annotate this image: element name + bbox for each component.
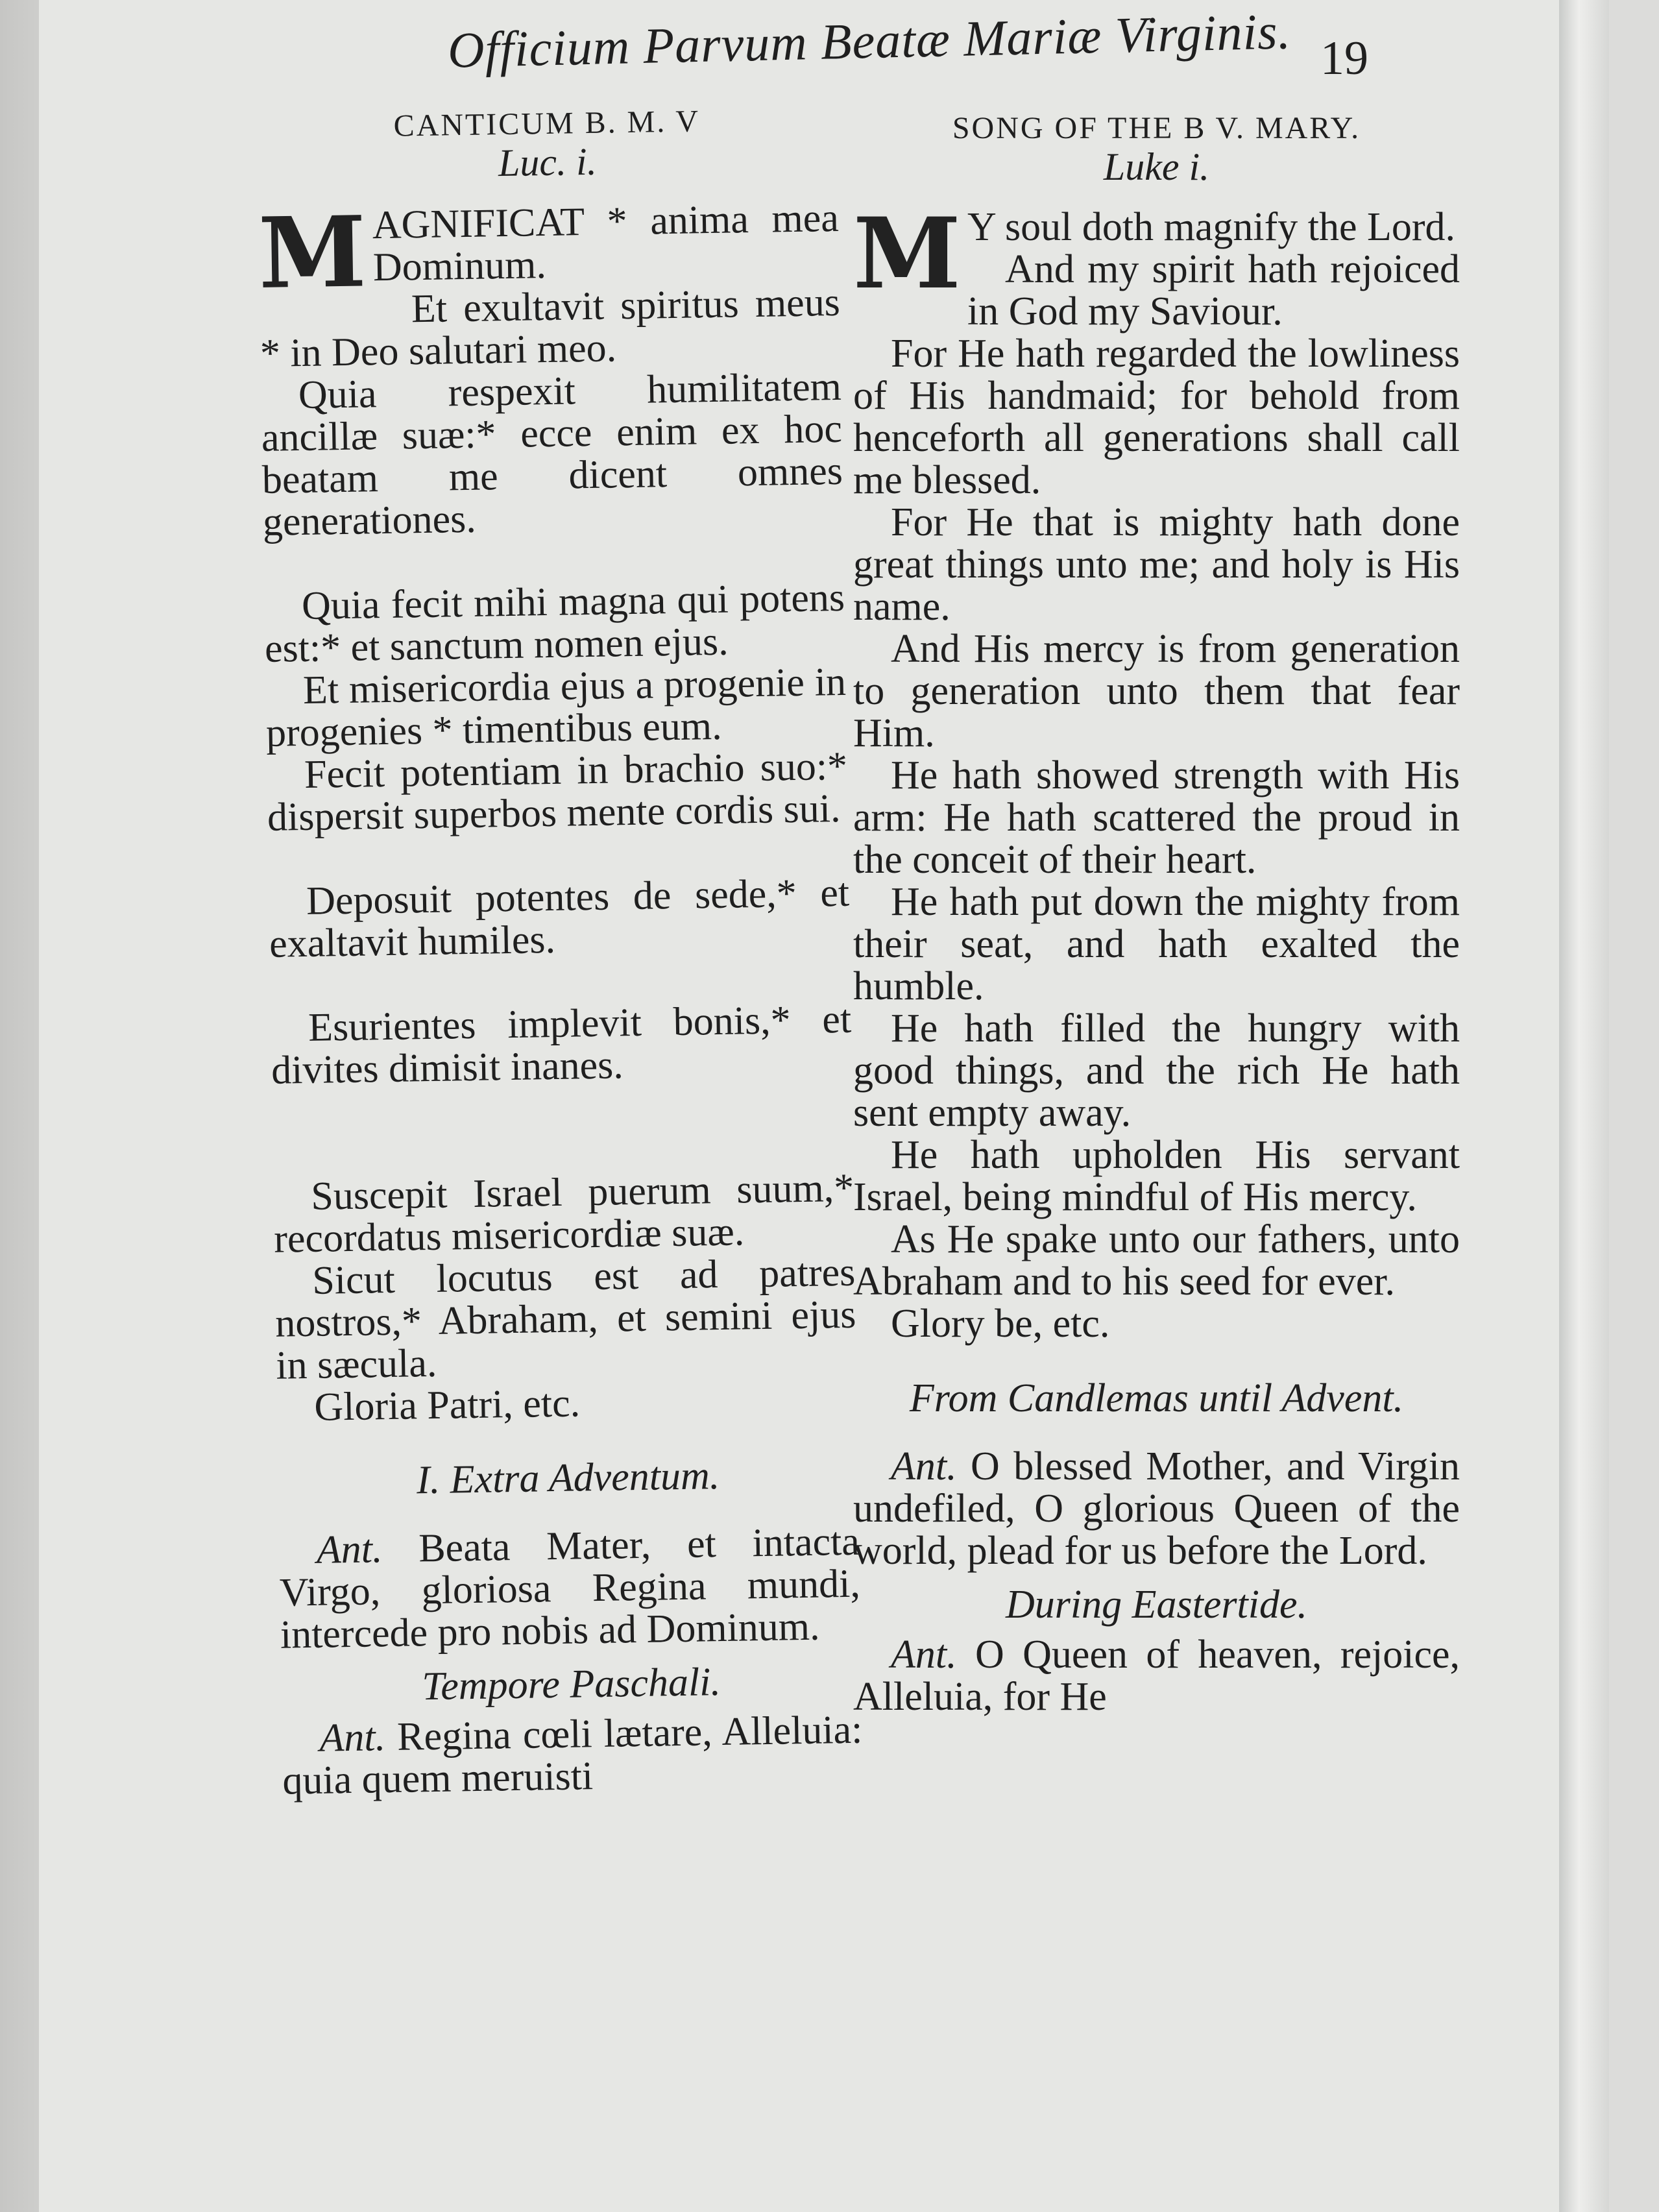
english-heading: SONG OF THE B V. MARY. bbox=[952, 111, 1361, 145]
english-ant-label: Ant. bbox=[891, 1444, 957, 1489]
latin-verse-1 bbox=[258, 195, 840, 311]
english-antiphon-1 bbox=[853, 1446, 1460, 1572]
latin-verse-9: Suscepit Israel puerum suum,* recordatus misericordiæ suæ. bbox=[273, 1165, 854, 1261]
latin-antiphon-2 bbox=[282, 1709, 864, 1803]
english-verse-7: He hath put down the mighty from their seat, and hath exalted the humble. bbox=[853, 880, 1460, 1008]
english-verse-4: For He that is mighty hath done great things unto me; and holy is His name. bbox=[853, 500, 1460, 629]
latin-ant-label-2: Ant. bbox=[319, 1715, 386, 1760]
english-section-title: From Candlemas until Advent. bbox=[909, 1376, 1404, 1420]
latin-verse-3: Quia respexit humilitatem ancillæ suæ:* ecce enim ex hoc beatam me dicent omnes generationes. bbox=[261, 364, 843, 544]
latin-verse-6: Fecit potentiam in brachio suo:* dispersit superbos mente cordis sui. bbox=[267, 744, 848, 840]
english-verse-1-text: Y soul doth magnify the Lord. bbox=[967, 205, 1455, 249]
latin-verse-7: Deposuit potentes de sede,* et exaltavit humiles. bbox=[269, 870, 850, 966]
running-title: Officium Parvum Beatæ Mariæ Virginis. bbox=[447, 3, 1292, 79]
english-verse-11: Glory be, etc. bbox=[891, 1302, 1110, 1346]
english-tempus-title: During Eastertide. bbox=[1006, 1583, 1307, 1627]
page-header bbox=[402, 5, 1505, 83]
latin-verse-1-text: AGNIFICAT * anima mea Dominum. bbox=[372, 195, 840, 290]
book-page bbox=[39, 0, 1609, 2212]
latin-verse-10: Sicut locutus est ad patres nostros,* Abraham, et semini ejus in sæcula. bbox=[274, 1250, 856, 1388]
english-verse-3: For He hath regarded the lowliness of His handmaid; for behold from henceforth all generations shall call me blessed. bbox=[853, 332, 1460, 502]
english-ant-label-2: Ant. bbox=[891, 1633, 957, 1677]
latin-tempus-title: Tempore Paschali. bbox=[421, 1660, 721, 1709]
latin-antiphon-2-text: Regina cœli lætare, Alleluia: quia quem meruisti bbox=[282, 1707, 863, 1803]
english-dropcap: M bbox=[853, 197, 962, 311]
english-verse-9: He hath upholden His servant Israel, being mindful of His mercy. bbox=[853, 1133, 1460, 1219]
english-verse-2: And my spirit hath rejoiced in God my Saviour. bbox=[967, 247, 1460, 334]
latin-ant-label: Ant. bbox=[316, 1527, 383, 1572]
english-reference: Luke i. bbox=[1103, 145, 1210, 188]
latin-reference: Luc. i. bbox=[498, 140, 598, 185]
latin-antiphon-1 bbox=[278, 1521, 861, 1657]
english-antiphon-1-text: O blessed Mother, and Virgin undefiled, O glorious Queen of the world, plead for us before the Lord. bbox=[853, 1444, 1460, 1573]
latin-verse-8: Esurientes implevit bonis,* et divites dimisit inanes. bbox=[271, 997, 852, 1093]
latin-verse-2: Et exultavit spiritus meus * in Deo salutari meo. bbox=[260, 280, 841, 376]
page-edge bbox=[1559, 0, 1609, 2212]
english-verse-8: He hath filled the hungry with good things, and the rich He hath sent empty away. bbox=[853, 1006, 1460, 1135]
english-verse-5: And His mercy is from generation to generation unto them that fear Him. bbox=[853, 627, 1460, 755]
latin-verse-4: Quia fecit mihi magna qui potens est:* et sanctum nomen ejus. bbox=[264, 575, 845, 671]
latin-antiphon-1-text: Beata Mater, et intacta Virgo, gloriosa Regina mundi, intercede pro nobis ad Dominum. bbox=[279, 1519, 861, 1657]
latin-column bbox=[256, 101, 864, 1803]
english-column bbox=[853, 110, 1460, 1718]
page-number: 19 bbox=[1320, 32, 1368, 85]
english-verse-6: He hath showed strength with His arm: He hath scattered the proud in the conceit of their heart. bbox=[853, 753, 1460, 882]
english-antiphon-2-text: O Queen of heaven, rejoice, Alleluia, for He bbox=[853, 1633, 1460, 1719]
english-antiphon-2 bbox=[853, 1634, 1460, 1718]
english-verse-10: As He spake unto our fathers, unto Abraham and to his seed for ever. bbox=[853, 1217, 1460, 1304]
latin-heading: CANTICUM B. M. V bbox=[393, 104, 701, 143]
latin-verse-11: Gloria Patri, etc. bbox=[313, 1381, 581, 1429]
latin-dropcap: M bbox=[258, 195, 367, 311]
latin-verse-5: Et misericordia ejus a progenie in progenies * timentibus eum. bbox=[265, 659, 847, 755]
latin-section-title: I. Extra Adventum. bbox=[416, 1453, 720, 1503]
